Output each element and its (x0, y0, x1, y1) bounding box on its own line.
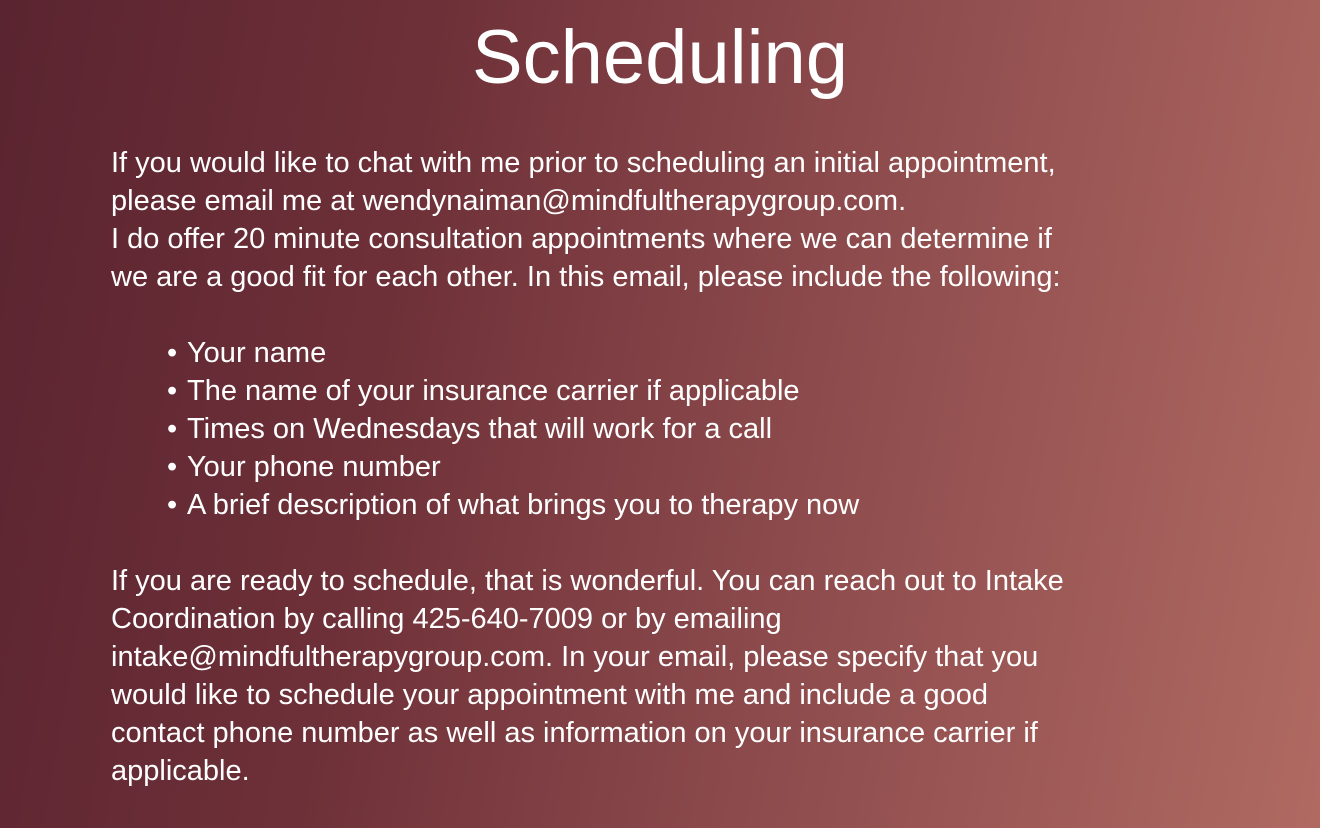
bullet-icon: • (167, 451, 178, 483)
closing-line: would like to schedule your appointment with me and include a good (111, 679, 988, 711)
bullet-icon: • (167, 337, 178, 369)
closing-line: applicable. (111, 755, 250, 787)
closing-line: If you are ready to schedule, that is wonderful. You can reach out to Intake (111, 565, 1064, 597)
list-item (167, 448, 1231, 486)
list-item-text: Your phone number (187, 451, 441, 483)
list-item (167, 410, 1231, 448)
page-title: Scheduling (471, 15, 849, 100)
intro-paragraph (111, 144, 1231, 296)
bullet-icon: • (167, 489, 178, 521)
list-item-text: Times on Wednesdays that will work for a call (187, 413, 773, 445)
list-item (167, 334, 1231, 372)
closing-line: contact phone number as well as information on your insurance carrier if (111, 717, 1038, 749)
closing-paragraph (111, 562, 1231, 790)
list-item-text: The name of your insurance carrier if applicable (187, 375, 800, 407)
closing-line: Coordination by calling 425-640-7009 or by emailing (111, 603, 782, 635)
closing-line: intake@mindfultherapygroup.com. In your email, please specify that you (111, 641, 1039, 673)
list-item-text: Your name (187, 337, 327, 369)
intro-line: I do offer 20 minute consultation appointments where we can determine if (111, 223, 1052, 255)
scheduling-content (111, 144, 1231, 790)
list-item (167, 486, 1231, 524)
list-item-text: A brief description of what brings you to therapy now (187, 489, 860, 521)
intro-line: we are a good fit for each other. In this email, please include the following: (111, 261, 1061, 293)
intro-line: If you would like to chat with me prior to scheduling an initial appointment, (111, 147, 1056, 179)
intro-line: please email me at wendynaiman@mindfultherapygroup.com. (111, 185, 907, 217)
list-item (167, 372, 1231, 410)
bullet-icon: • (167, 375, 178, 407)
info-list (111, 334, 1231, 524)
bullet-icon: • (167, 413, 178, 445)
